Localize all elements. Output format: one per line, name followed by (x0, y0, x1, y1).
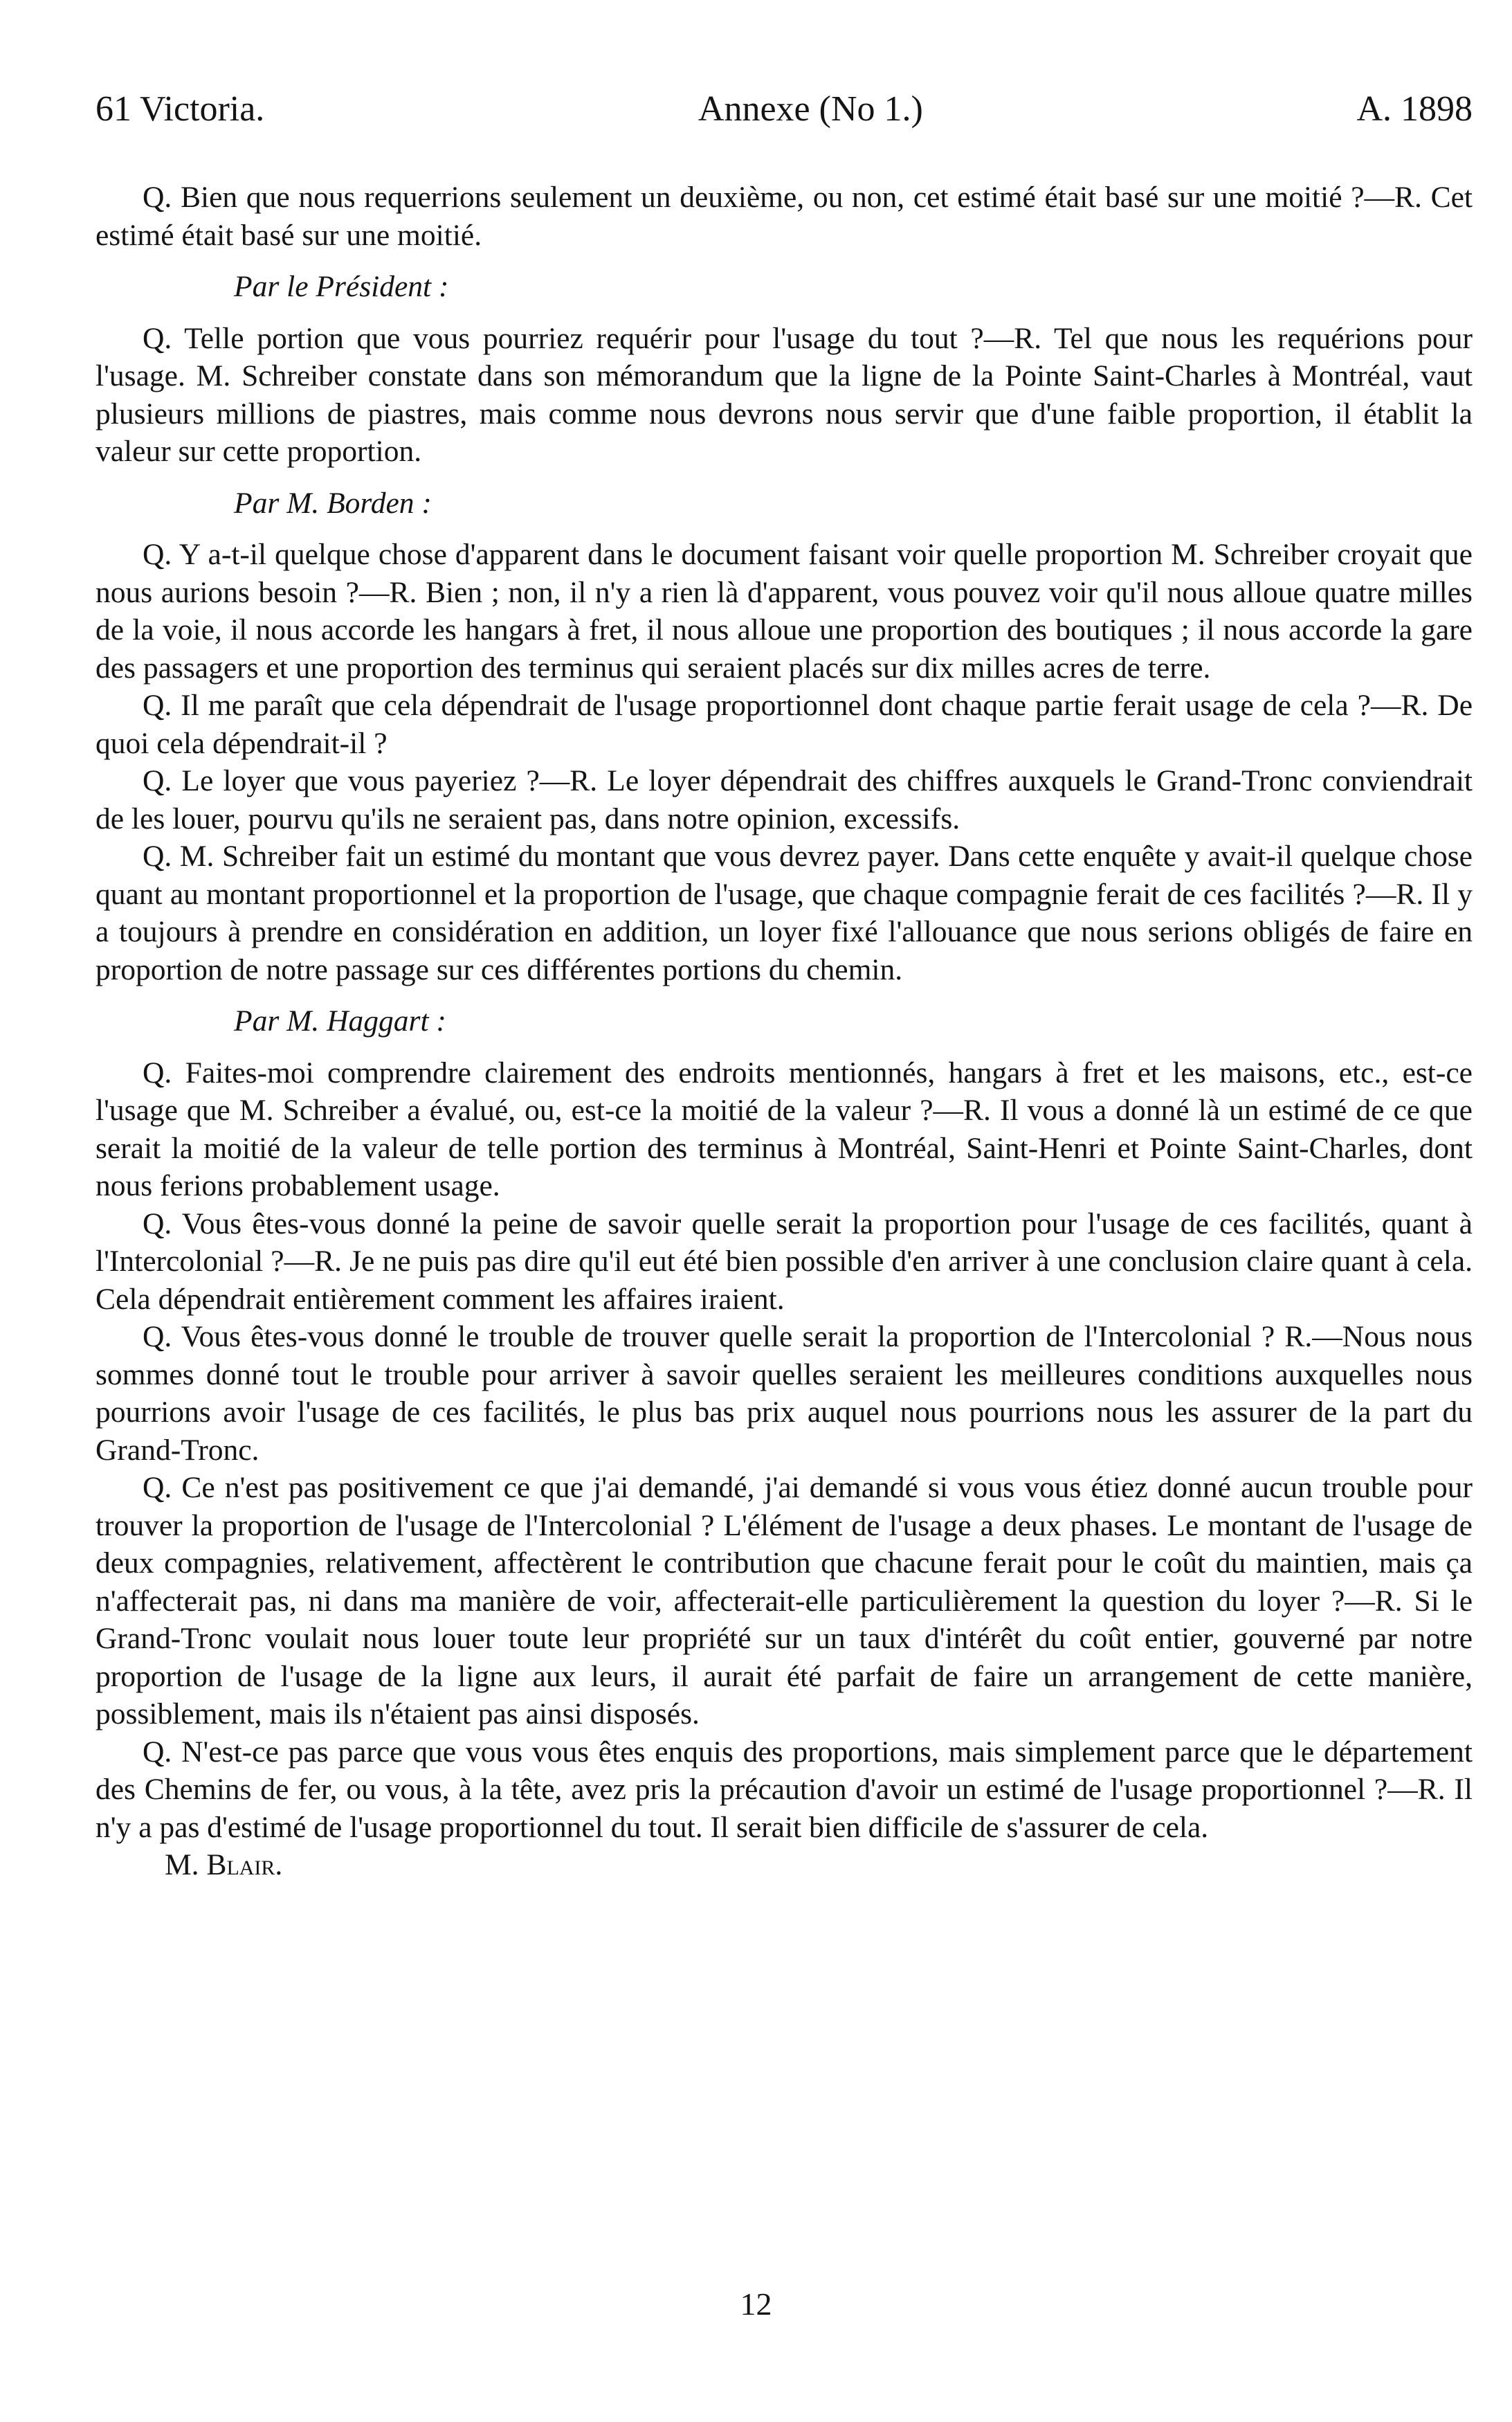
qa-paragraph: Q. Ce n'est pas positivement ce que j'ai demandé, j'ai demandé si vous vous étiez donné aucun trouble pour trouver la proportion de l'usage de l'Intercolonial ? L'élément de l'usage a deux phases. Le montant de l'usage de deux compagnies, relativement, affectèrent le contribution que chacune ferait pour le coût du maintien, mais ça n'affecterait pas, ni dans ma manière de voir, affecterait-elle particulièrement la question du loyer ?—R. Si le Grand-Tronc voulait nous louer toute leur propriété sur un taux d'intérêt du coût entier, gouverné par notre proportion de l'usage de la ligne aux leurs, il aurait été parfait de faire un arrangement de cette manière, possiblement, mais ils n'étaient pas ainsi disposés. (95, 1471, 1473, 1730)
qa-paragraph: Q. M. Schreiber fait un estimé du montant que vous devrez payer. Dans cette enquête y avait-il quelque chose quant au montant proportionnel et la proportion de l'usage, que chaque compagnie ferait de ces facilités ?—R. Il y a toujours à prendre en considération en addition, un loyer fixé l'allouance que nous serions obligés de faire en proportion de notre passage sur ces différentes portions du chemin. (95, 840, 1473, 986)
speaker-heading: Par le Président : (234, 270, 449, 303)
document-page (95, 89, 1473, 1884)
qa-paragraph: Q. Telle portion que vous pourriez requérir pour l'usage du tout ?—R. Tel que nous les requérions pour l'usage. M. Schreiber constate dans son mémorandum que la ligne de la Pointe Saint-Charles à Montréal, vaut plusieurs millions de piastres, mais comme nous devrons nous servir que d'une faible proportion, il établit la valeur sur cette proportion. (95, 321, 1473, 468)
qa-paragraph: Q. N'est-ce pas parce que vous vous êtes enquis des proportions, mais simplement parce que le département des Chemins de fer, ou vous, à la tête, avez pris la précaution d'avoir un estimé de l'usage proportionnel ?—R. Il n'y a pas d'estimé de l'usage proportionnel du tout. Il serait bien difficile de s'assurer de cela. (95, 1735, 1473, 1844)
header-session: 61 Victoria. (95, 89, 265, 129)
qa-paragraph: Q. Vous êtes-vous donné la peine de savoir quelle serait la proportion pour l'usage de ces facilités, quant à l'Intercolonial ?—R. Je ne puis pas dire qu'il eut été bien possible d'en arriver à une conclusion claire quant à cela. Cela dépendrait entièrement comment les affaires iraient. (95, 1207, 1473, 1316)
qa-paragraph: Q. Bien que nous requerrions seulement un deuxième, ou non, cet estimé était basé sur une moitié ?—R. Cet estimé était basé sur une moitié. (95, 181, 1473, 252)
document-body (95, 179, 1473, 1884)
witness-signature: M. Blair. (165, 1848, 283, 1881)
header-year: A. 1898 (1356, 89, 1473, 129)
page-number: 12 (740, 2286, 772, 2322)
qa-paragraph: Q. Il me paraît que cela dépendrait de l'usage proportionnel dont chaque partie ferait usage de cela ?—R. De quoi cela dépendrait-il ? (95, 689, 1473, 760)
speaker-heading: Par M. Haggart : (234, 1004, 446, 1038)
speaker-heading: Par M. Borden : (234, 486, 432, 520)
header-annex: Annexe (No 1.) (698, 89, 923, 129)
qa-paragraph: Q. Y a-t-il quelque chose d'apparent dans le document faisant voir quelle proportion M. Schreiber croyait que nous aurions besoin ?—R. Bien ; non, il n'y a rien là d'apparent, vous pouvez voir qu'il nous alloue quatre milles de la voie, il nous accorde les hangars à fret, il nous alloue une proportion des boutiques ; il nous accorde la gare des passagers et une proportion des terminus qui seraient placés sur dix milles acres de terre. (95, 538, 1473, 685)
running-header (95, 89, 1473, 130)
qa-paragraph: Q. Faites-moi comprendre clairement des endroits mentionnés, hangars à fret et les maisons, etc., est-ce l'usage que M. Schreiber a évalué, ou, est-ce la moitié de la valeur ?—R. Il vous a donné là un estimé de ce que serait la moitié de la valeur de telle portion des terminus à Montréal, Saint-Henri et Pointe Saint-Charles, dont nous ferions probablement usage. (95, 1056, 1473, 1202)
qa-paragraph: Q. Le loyer que vous payeriez ?—R. Le loyer dépendrait des chiffres auxquels le Grand-Tronc conviendrait de les louer, pourvu qu'ils ne seraient pas, dans notre opinion, excessifs. (95, 764, 1473, 835)
qa-paragraph: Q. Vous êtes-vous donné le trouble de trouver quelle serait la proportion de l'Intercolonial ? R.—Nous nous sommes donné tout le trouble pour arriver à savoir quelles seraient les meilleures conditions auxquelles nous pourrions avoir l'usage de ces facilités, le plus bas prix auquel nous pourrions nous les assurer de la part du Grand-Tronc. (95, 1320, 1473, 1467)
